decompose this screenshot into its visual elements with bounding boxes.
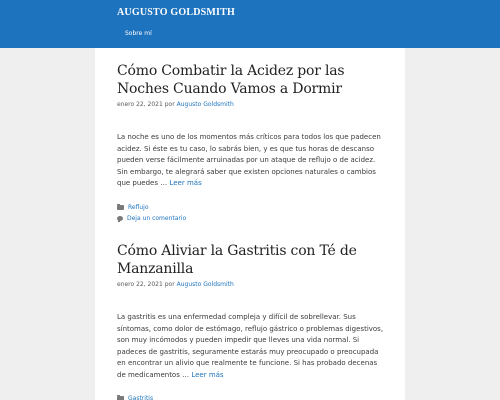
site-title[interactable]: AUGUSTO GOLDSMITH [117,7,235,18]
post-date[interactable]: enero 22, 2021 [117,101,163,108]
post-article [117,242,387,400]
post-excerpt: La noche es uno de los momentos más críticos para todos los que padecen acidez. Si éste es tu caso, lo sabrás bien, y es que tus horas de descanso pueden verse fácilmente arruinadas por un ataque de reflujo o de acidez. Sin embargo, te alegrará saber que existen opciones naturales o cambios que puedes … [117,133,381,187]
read-more-link[interactable]: Leer más [191,370,224,379]
post-author-link[interactable]: Augusto Goldsmith [176,281,234,288]
leave-comment-link[interactable]: Deja un comentario [127,214,187,222]
post-article [117,62,387,224]
post-excerpt: La gastritis es una enfermedad compleja y difícil de sobrellevar. Sus síntomas, como dolor de estómago, reflujo gástrico o problemas digestivos, son muy incómodos y pueden impedir que lleves una vida normal. Si padeces de gastritis, seguramente estarás muy preocupado o preocupada en encontrar un alivio que realmente te funcione. Si has probado decenas de medicamentos … [117,313,384,379]
post-title[interactable]: Cómo Combatir la Acidez por las Noches Cuando Vamos a Dormir [117,63,345,97]
post-summary [117,132,387,190]
post-footer [117,202,387,224]
post-date[interactable]: enero 22, 2021 [117,281,163,288]
folder-icon [117,396,124,400]
post-category-link[interactable]: Gastritis [128,395,154,400]
read-more-link[interactable]: Leer más [169,179,202,187]
post-meta [117,101,387,108]
post-meta [117,281,387,288]
post-category-line [117,393,387,400]
content-area [95,48,405,400]
post-comments-line [117,213,387,224]
folder-icon [117,205,124,210]
post-category-line [117,202,387,213]
post-by-label: por [164,101,175,108]
post-author-link[interactable]: Augusto Goldsmith [176,101,234,108]
comment-icon [117,216,123,221]
site-header [0,0,500,48]
post-title[interactable]: Cómo Aliviar la Gastritis con Té de Manzanilla [117,243,357,277]
post-summary [117,312,387,381]
post-by-label: por [164,281,175,288]
post-footer [117,393,387,400]
post-category-link[interactable]: Reflujo [128,203,149,211]
nav-item-sobre-mi[interactable]: Sobre mí [125,30,152,37]
